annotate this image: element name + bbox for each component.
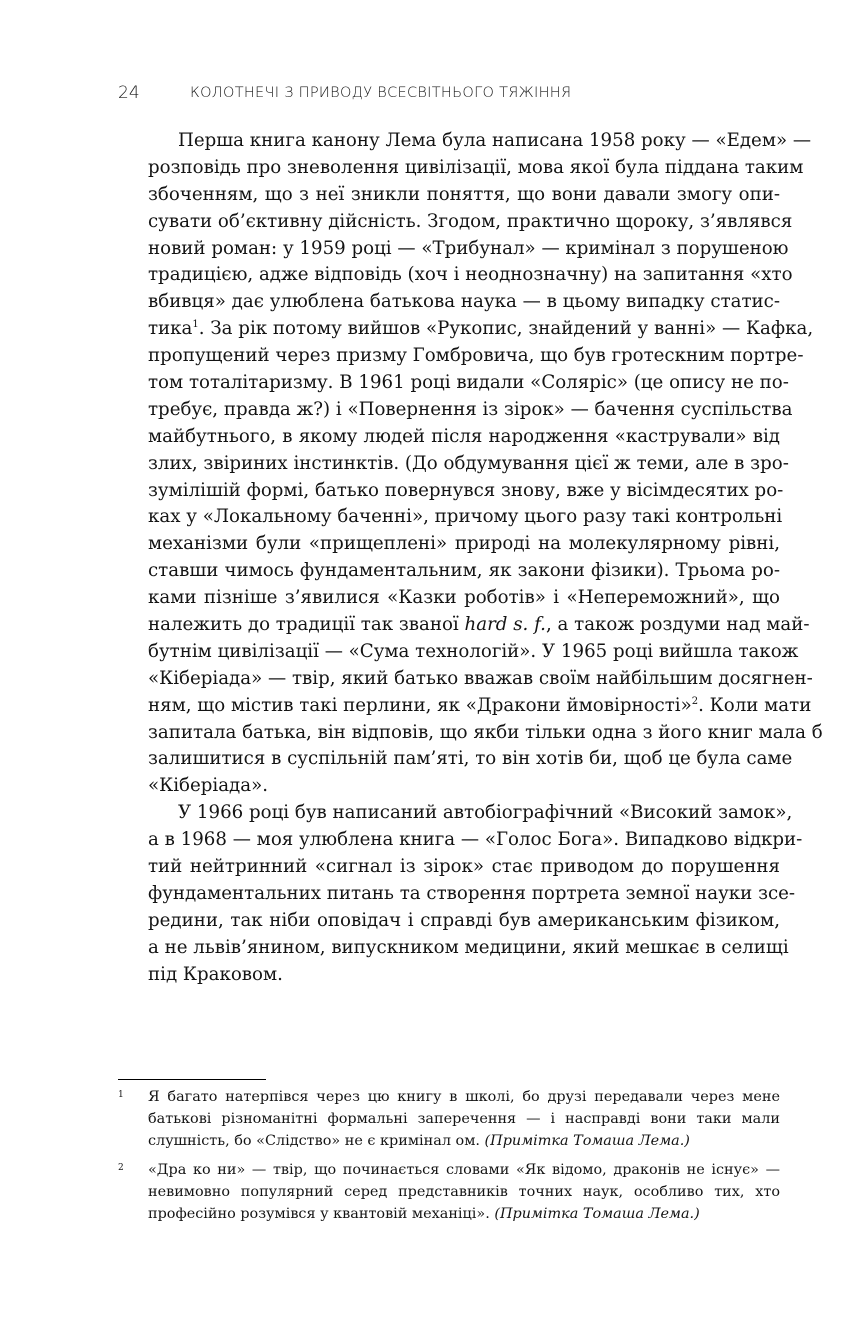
text-line: том тоталітаризму. В 1961 році видали «Соляріс» (це опису не по- bbox=[148, 372, 789, 394]
text-line: бутнім цивілізації — «Сума технологій». У 1965 році вийшла також bbox=[148, 640, 799, 662]
text-line: традицією, адже відповідь (хоч і неоднозначну) на запитання «хто bbox=[148, 264, 793, 286]
text-line: требує, правда ж?) і «Повернення із зірок» — бачення суспільства bbox=[148, 398, 793, 420]
text-line: злих, звіриних інстинктів. (До обдумування цієї ж теми, але в зро- bbox=[148, 452, 789, 474]
text-line: сувати об’єктивну дійсність. Згодом, практично щороку, з’являвся bbox=[148, 210, 793, 232]
text-line: а не львів’янином, випускником медицини, який мешкає в селищі bbox=[148, 936, 789, 958]
text-line: У 1966 році був написаний автобіографічний «Високий замок», bbox=[178, 802, 793, 824]
text-line: залишитися в суспільній пам’яті, то він хотів би, щоб це була саме bbox=[148, 748, 793, 770]
paragraph-2 bbox=[118, 800, 803, 988]
footnote-1 bbox=[118, 1086, 780, 1153]
footnote-attribution: (Примітка Томаша Лема.) bbox=[494, 1205, 700, 1222]
text-line: «Кіберіада». bbox=[148, 775, 268, 797]
text-line: розповідь про зневолення цивілізації, мова якої була піддана таким bbox=[148, 156, 804, 178]
footnote-ref[interactable]: 1 bbox=[192, 319, 199, 331]
text-line: ках у «Локальному баченні», причому цього разу такі контрольні bbox=[148, 506, 783, 528]
text-fragment: слушність, бо «Слідство» не є кримінал ом. bbox=[148, 1133, 485, 1150]
running-head bbox=[118, 83, 778, 107]
text-line: зумілішій формі, батько повернувся знову, вже у вісімдесятих ро- bbox=[148, 479, 784, 501]
text-line: пропущений через призму Гомбровича, що був гротескним портре- bbox=[148, 345, 804, 367]
footnote-line: Я багато натерпівся через цю книгу в школі, бо друзі передавали через мене bbox=[148, 1089, 780, 1105]
footnote-ref[interactable]: 2 bbox=[691, 695, 699, 707]
text-line: запитала батька, він відповів, що якби тільки одна з його книг мала б bbox=[148, 721, 823, 743]
text-fragment: ням, що містив такі перлини, як «Дракони ймовірності» bbox=[148, 694, 692, 716]
text-line: фундаментальних питань та створення портрета земної науки зсе- bbox=[148, 882, 796, 904]
text-line bbox=[118, 693, 812, 720]
text-line: майбутнього, в якому людей після народження «кастрували» від bbox=[148, 425, 780, 447]
footnote-line: невимовно популярний серед представників точних наук, особливо тих, хто bbox=[148, 1183, 780, 1200]
text-line: новий роман: у 1959 році — «Трибунал» — кримінал з порушеною bbox=[148, 237, 789, 259]
text-line: механізми були «прищеплені» природі на молекулярному рівні, bbox=[148, 533, 780, 555]
text-line: Перша книга канону Лема була написана 1958 року — «Едем» — bbox=[178, 130, 812, 151]
text-line bbox=[118, 612, 810, 639]
footnote-line bbox=[148, 1203, 780, 1225]
text-line: вбивця» дає улюблена батькова наука — в цьому випадку статис- bbox=[148, 291, 780, 313]
text-fragment: професійно розумівся у квантовій механіці». bbox=[148, 1205, 495, 1222]
footnote-divider bbox=[118, 1079, 266, 1080]
main-text bbox=[118, 128, 823, 989]
text-line: ками пізніше з’явилися «Казки роботів» і «Непереможний», що bbox=[148, 587, 780, 609]
italic-term: hard s. f. bbox=[464, 614, 546, 636]
footnote-attribution: (Примітка Томаша Лема.) bbox=[484, 1133, 690, 1150]
text-fragment: , а також роздуми над май- bbox=[545, 614, 810, 636]
text-line: а в 1968 — моя улюблена книга — «Голос Бога». Випадково відкри- bbox=[148, 829, 803, 851]
footnote-marker: 1 bbox=[118, 1090, 124, 1100]
page-number: 24 bbox=[118, 83, 140, 103]
footnote-2 bbox=[118, 1159, 780, 1226]
text-fragment: . За рік потому вийшов «Рукопис, знайдений у ванні» — Кафка, bbox=[198, 318, 814, 340]
text-line: збоченням, що з неї зникли поняття, що вони давали змогу опи- bbox=[148, 183, 780, 205]
text-line: під Краковом. bbox=[148, 963, 283, 985]
text-line bbox=[118, 316, 814, 343]
text-line: тий нейтринний «сигнал із зірок» стає приводом до порушення bbox=[148, 856, 780, 878]
text-fragment: тика bbox=[148, 318, 193, 340]
running-title: КОЛОТНЕЧІ З ПРИВОДУ ВСЕСВІТНЬОГО ТЯЖІННЯ bbox=[190, 85, 572, 101]
footnote-line: «Дра ко ни» — твір, що починається словами «Як відомо, драконів не існує» — bbox=[148, 1161, 780, 1178]
text-line: ставши чимось фундаментальним, як закони фізики). Трьома ро- bbox=[148, 560, 780, 582]
text-line: «Кіберіада» — твір, який батько вважав своїм найбільшим досягнен- bbox=[148, 667, 813, 689]
paragraph-1 bbox=[118, 128, 823, 800]
footnotes bbox=[118, 1086, 780, 1231]
footnote-line bbox=[148, 1130, 780, 1152]
footnote-marker: 2 bbox=[118, 1162, 124, 1173]
footnote-line: батькові різноманітні формальні заперечення — і насправді вони таки мали bbox=[148, 1111, 780, 1128]
text-line: редини, так ніби оповідач і справді був американським фізиком, bbox=[148, 909, 780, 931]
text-fragment: . Коли мати bbox=[698, 694, 812, 716]
text-fragment: належить до традиції так званої bbox=[148, 614, 465, 636]
